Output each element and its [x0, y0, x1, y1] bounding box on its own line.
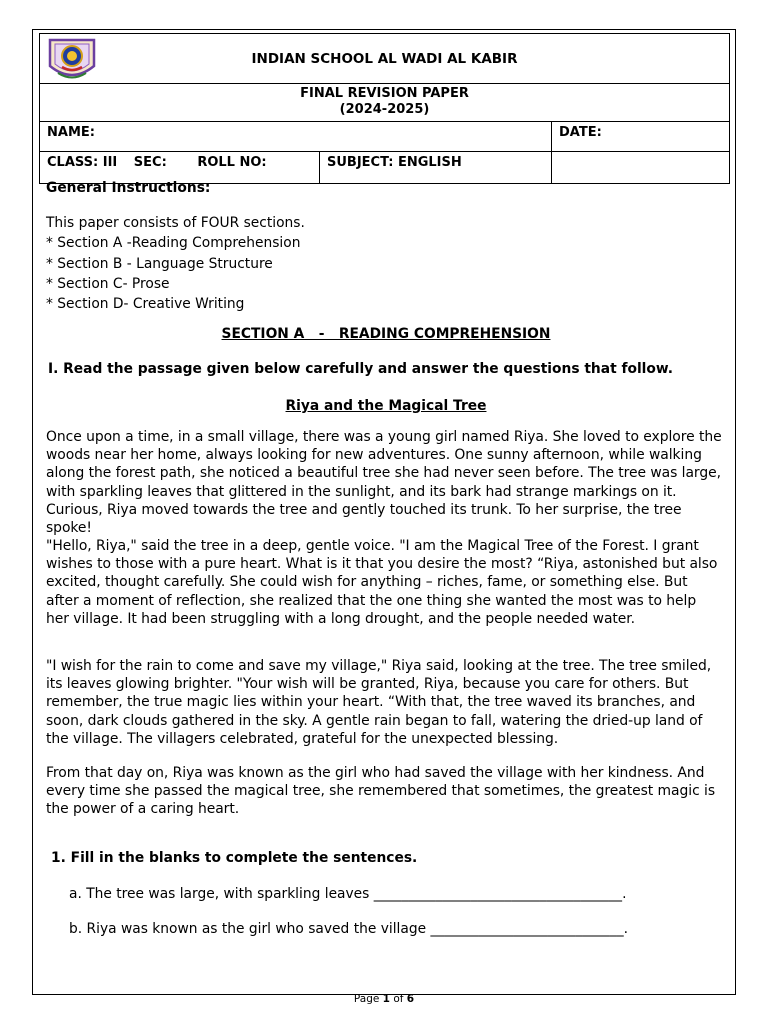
- name-cell[interactable]: [40, 122, 552, 152]
- passage-paragraph: From that day on, Riya was known as the girl who had saved the village with her kindness. And every time she passed the magical tree, she remembered that sometimes, the greatest magic is the power of a caring heart.: [46, 765, 716, 818]
- blank-cell: [552, 152, 730, 184]
- class-label: CLASS: III: [47, 155, 118, 170]
- instruction-item: * Section D- Creative Writing: [46, 296, 245, 313]
- instruction-item: * Section A -Reading Comprehension: [46, 235, 301, 252]
- question-1-heading: 1. Fill in the blanks to complete the sentences.: [51, 850, 418, 866]
- fill-blank-a[interactable]: a. The tree was large, with sparkling leaves ____________________________________.: [69, 886, 627, 902]
- page-number: [0, 993, 768, 1005]
- roll-no-label: ROLL NO:: [197, 155, 267, 170]
- page-of: of: [389, 993, 407, 1005]
- page-total: 6: [406, 993, 415, 1005]
- instruction-item: * Section C- Prose: [46, 275, 170, 292]
- fill-blank-b[interactable]: b. Riya was known as the girl who saved the village ____________________________.: [69, 921, 629, 937]
- school-name: INDIAN SCHOOL AL WADI AL KABIR: [251, 50, 518, 67]
- story-title: Riya and the Magical Tree: [285, 398, 487, 414]
- instruction-item: * Section B - Language Structure: [46, 255, 273, 272]
- question-i: I. Read the passage given below carefully and answer the questions that follow.: [48, 361, 673, 377]
- subject-cell: [320, 152, 552, 184]
- passage-paragraph: "Hello, Riya," said the tree in a deep, gentle voice. "I am the Magical Tree of the Forest. I grant wishes to those with a pure heart. What is it that you desire the most? “Riya, astonished but also excited, thought carefully. She could wish for anything – riches, fame, or something else. But after a moment of reflection, she realized that the one thing she wanted the most was to help her village. It had been struggling with a long drought, and the people needed water.: [46, 538, 718, 627]
- instructions-list: [46, 213, 305, 314]
- paper-title-cell: [40, 84, 730, 122]
- school-cell: [40, 34, 730, 84]
- page-current: 1: [382, 993, 390, 1005]
- instructions-heading: General Instructions:: [46, 180, 211, 196]
- instruction-item: This paper consists of FOUR sections.: [46, 215, 305, 231]
- date-label: DATE:: [559, 125, 602, 140]
- paper-year: (2024-2025): [339, 102, 430, 117]
- section-a-heading: SECTION A - READING COMPREHENSION: [221, 326, 551, 342]
- page-prefix: Page: [353, 993, 383, 1005]
- subject-label: SUBJECT: ENGLISH: [327, 155, 462, 170]
- school-logo-icon: [46, 36, 98, 84]
- passage-paragraph: Once upon a time, in a small village, there was a young girl named Riya. She loved to explore the woods near her home, always looking for new adventures. One sunny afternoon, while walking along the forest path, she noticed a beautiful tree she had never seen before. The tree was large, with sparkling leaves that glittered in the sunlight, and its bark had strange markings on it. Curious, Riya moved towards the tree and gently touched its trunk. To her surprise, the tree spoke!: [46, 429, 722, 537]
- class-cell[interactable]: [40, 152, 320, 184]
- date-cell[interactable]: [552, 122, 730, 152]
- name-label: NAME:: [47, 125, 95, 140]
- header-table: [39, 33, 730, 184]
- passage-paragraph: "I wish for the rain to come and save my village," Riya said, looking at the tree. The tree smiled, its leaves glowing brighter. "Your wish will be granted, Riya, because you care for others. But remember, the true magic lies within your heart. “With that, the tree waved its branches, and soon, dark clouds gathered in the sky. A gentle rain began to fall, watering the dried-up land of the village. The villagers celebrated, grateful for the unexpected blessing.: [46, 658, 712, 747]
- paper-title: FINAL REVISION PAPER: [300, 86, 469, 101]
- sec-label: SEC:: [133, 155, 167, 170]
